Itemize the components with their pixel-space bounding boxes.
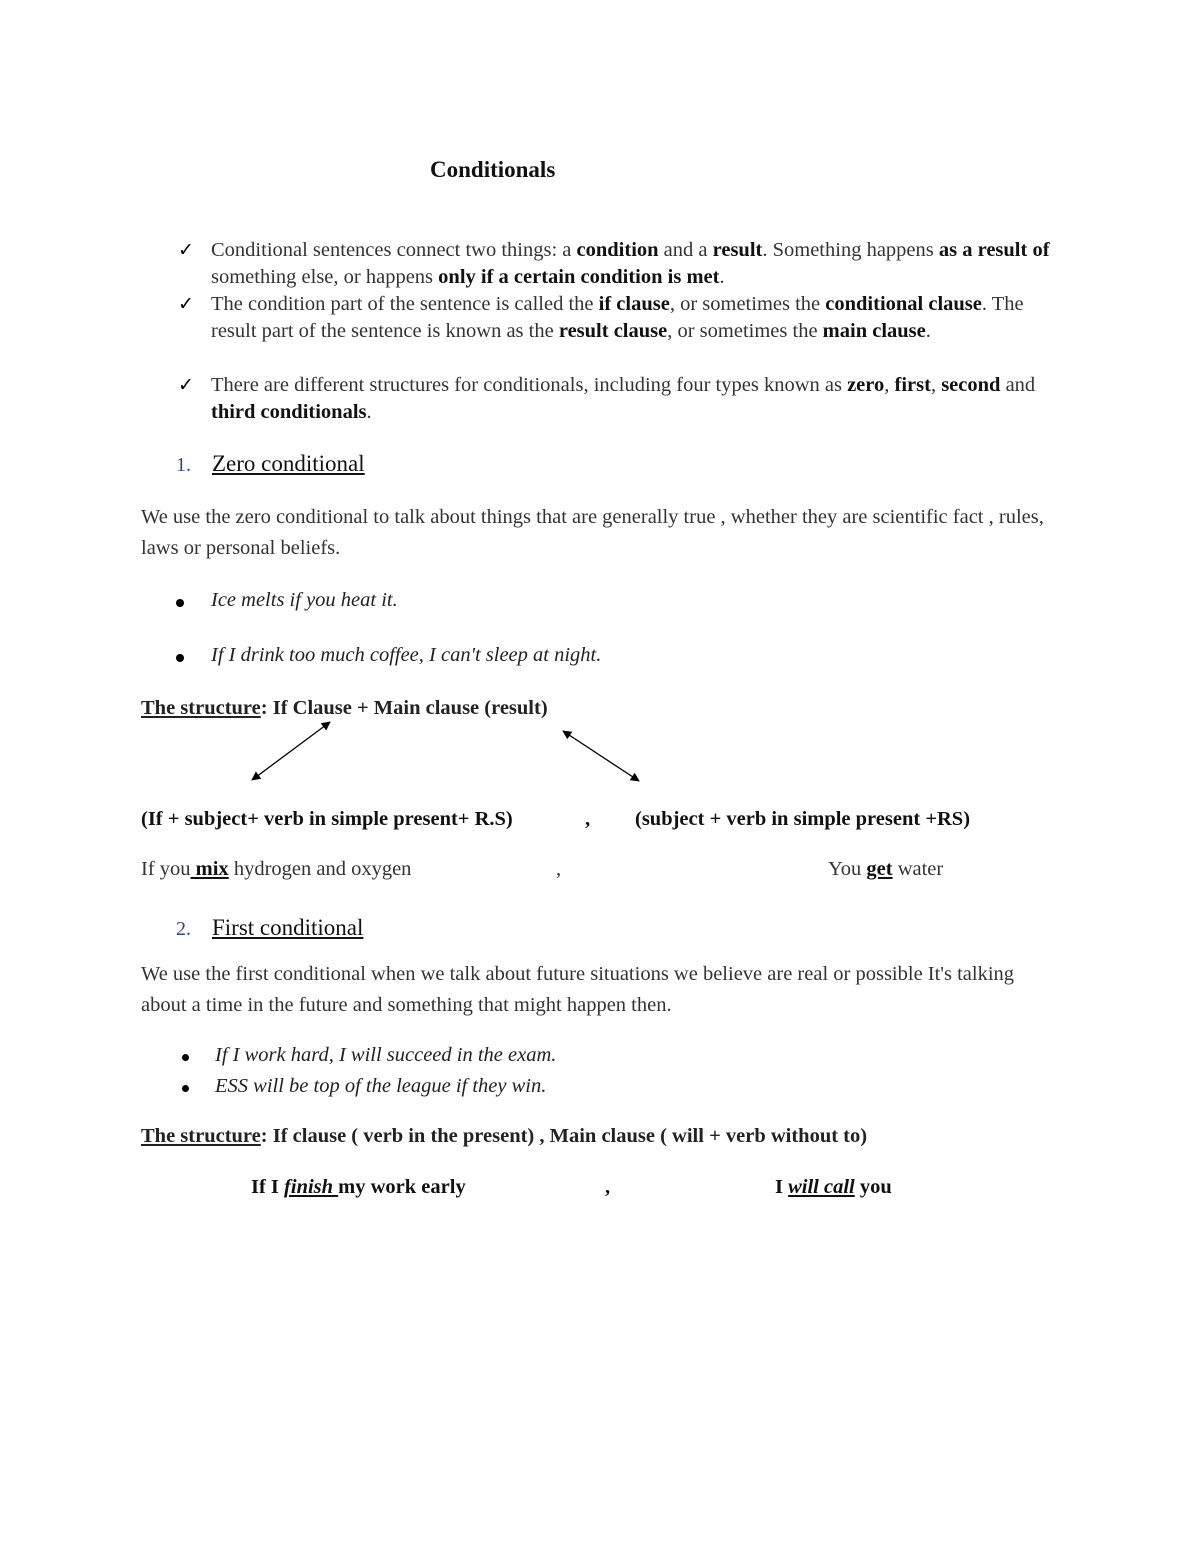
example-verb: finish	[284, 1176, 339, 1198]
section-number: 2.	[176, 918, 191, 940]
example-verb: will call	[788, 1176, 855, 1198]
arrow-if-clause	[252, 722, 330, 780]
example-verb: mix	[190, 858, 229, 880]
section-description: We use the zero conditional to talk about things that are generally true , whether they are scientific fact , rules, laws or personal beliefs.	[141, 506, 1044, 559]
check-mark-icon: ✓	[178, 239, 194, 261]
example-main-part: You get water	[828, 858, 944, 880]
example-verb: get	[866, 858, 893, 880]
example-sentence: If I work hard, I will succeed in the exam.	[215, 1044, 557, 1066]
check-mark-icon: ✓	[178, 293, 194, 315]
formula-main-part: (subject + verb in simple present +RS)	[635, 808, 971, 830]
structure-text: : If clause ( verb in the present) , Main clause ( will + verb without to)	[260, 1125, 868, 1147]
example-if-part: If I finish my work early	[251, 1176, 466, 1198]
example-if-part: If you mix hydrogen and oxygen	[141, 858, 412, 880]
section-heading-first	[176, 915, 363, 941]
section-description: We use the first conditional when we talk about future situations we believe are real or possible It's talking about a time in the future and something that might happen then.	[141, 963, 1015, 1016]
example-sentence: ESS will be top of the league if they win.	[215, 1075, 547, 1097]
section-number: 1.	[176, 454, 191, 476]
bullet-icon	[182, 1054, 189, 1061]
formula-if-part: (If + subject+ verb in simple present+ R.S)	[141, 808, 513, 830]
structure-line	[141, 1125, 867, 1148]
example-main-part: I will call you	[775, 1176, 892, 1198]
structure-text: : If Clause + Main clause (result)	[260, 697, 548, 719]
section-title: Zero conditional	[212, 451, 365, 476]
check-mark-icon: ✓	[178, 374, 194, 396]
page-title: Conditionals	[430, 157, 556, 182]
example-comma: ,	[605, 1176, 611, 1198]
example-comma: ,	[556, 858, 562, 880]
intro-text: Conditional sentences connect two things: a condition and a result. Something happens as a result of something else, or happens only if a certain condition is met.	[211, 239, 1050, 288]
example-sentence: If I drink too much coffee, I can't sleep at night.	[211, 644, 602, 666]
formula-comma: ,	[585, 808, 591, 830]
intro-text: The condition part of the sentence is called the if clause, or sometimes the conditional clause. The result part of the sentence is known as the result clause, or sometimes the main clause.	[211, 293, 1024, 342]
bullet-icon	[182, 1085, 189, 1092]
intro-text: There are different structures for conditionals, including four types known as zero, first, second and third conditionals.	[211, 374, 1036, 423]
section-title: First conditional	[212, 915, 364, 940]
arrow-main-clause	[563, 731, 639, 781]
structure-label: The structure	[141, 1125, 261, 1147]
example-sentence: Ice melts if you heat it.	[211, 589, 398, 611]
structure-label: The structure	[141, 697, 261, 719]
